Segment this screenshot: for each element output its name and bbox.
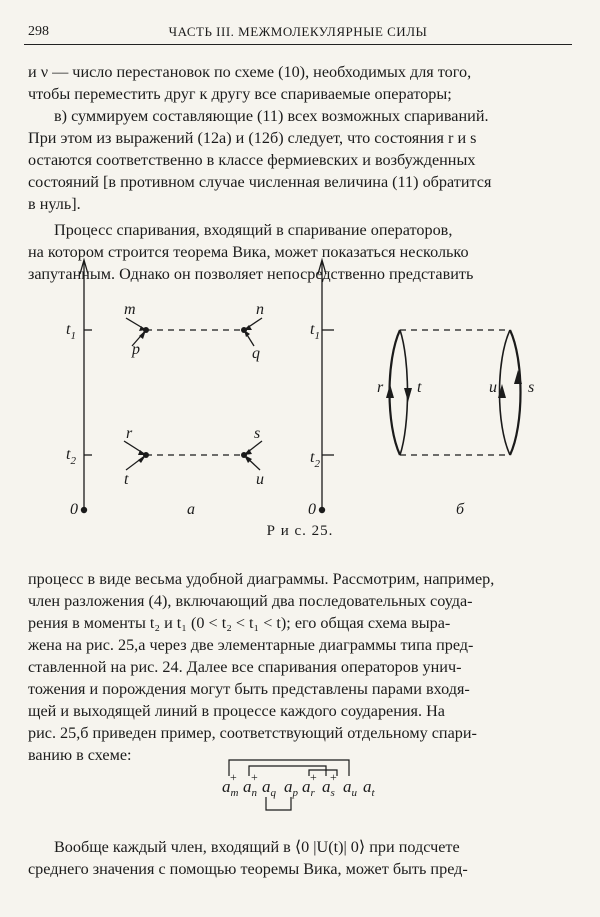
loop-label-s: s bbox=[528, 379, 535, 396]
text-line: ставленной на рис. 24. Далее все спаривания операторов унич- bbox=[28, 658, 462, 676]
operator-p: $a_p$ bbox=[284, 777, 298, 799]
operator-r: $a_r$ bbox=[302, 777, 315, 799]
label-u: u bbox=[256, 471, 264, 488]
label-t: t bbox=[124, 471, 129, 488]
label-s: s bbox=[254, 425, 261, 442]
text-line: рения в моменты t₂ и t₁ (0 < t₂ < t₁ < t); его общая схема выра- bbox=[28, 614, 451, 632]
bracket-q-p bbox=[266, 797, 291, 810]
text-line: состояний [в противном случае численная величина (11) обратится bbox=[28, 173, 492, 191]
bottom-text-block bbox=[28, 568, 572, 766]
text-line: член разложения (4), включающий два последовательных соуда- bbox=[28, 592, 473, 610]
label-m: m bbox=[124, 301, 136, 318]
label-n: n bbox=[256, 301, 264, 318]
origin-label-b: 0 bbox=[308, 501, 316, 518]
t2-label-b: $t_2$ bbox=[310, 449, 320, 470]
text-line: остаются соответственно в классе фермиевских и возбужденных bbox=[28, 151, 476, 169]
figure-caption: Р и с. 25. bbox=[266, 523, 334, 539]
dagger-s: + bbox=[330, 770, 337, 784]
dagger-n: + bbox=[251, 770, 258, 784]
page-number: 298 bbox=[28, 24, 49, 39]
operator-s: $a_s$ bbox=[322, 777, 335, 799]
bracket-r-t bbox=[309, 770, 337, 776]
loop-label-r: r bbox=[377, 379, 384, 396]
t2-label-a: $t_2$ bbox=[66, 446, 76, 467]
text-line: на котором строится теорема Вика, может показаться несколько bbox=[28, 243, 469, 261]
t1-label-b: $t_1$ bbox=[310, 321, 320, 342]
text-line: жена на рис. 25,а через две элементарные диаграммы типа пред- bbox=[28, 636, 474, 654]
panel-b-label: б bbox=[456, 501, 465, 518]
text-line: тожения и порождения могут быть представлены парами входя- bbox=[28, 680, 470, 698]
text-line: запутанным. Однако он позволяет непосредственно представить bbox=[28, 265, 474, 283]
label-p: p bbox=[132, 341, 140, 358]
dagger-m: + bbox=[230, 770, 237, 784]
dagger-r: + bbox=[310, 770, 317, 784]
operator-n: $a_n$ bbox=[243, 777, 257, 799]
origin-label-a: 0 bbox=[70, 501, 78, 518]
text-line: процесс в виде весьма удобной диаграммы. Рассмотрим, например, bbox=[28, 570, 495, 588]
label-q: q bbox=[252, 345, 260, 362]
loop-arrow bbox=[386, 384, 394, 398]
loop-label-t: t bbox=[417, 379, 422, 396]
operator-m: $a_m$ bbox=[222, 777, 239, 799]
arrowhead bbox=[244, 330, 250, 337]
text-line: Процесс спаривания, входящий в спаривание операторов, bbox=[54, 221, 453, 239]
text-line: При этом из выражений (12а) и (12б) следует, что состояния r и s bbox=[28, 129, 477, 147]
panel-a-label: а bbox=[187, 501, 195, 518]
label-r: r bbox=[126, 425, 133, 442]
text-line: рис. 25,б приведен пример, соответствующий отдельному спари- bbox=[28, 724, 477, 742]
text-line: в) суммируем составляющие (11) всех возможных спариваний. bbox=[54, 107, 489, 125]
loop-label-u: u bbox=[489, 379, 497, 396]
loop-right-outer bbox=[510, 330, 521, 455]
operator-u: $a_u$ bbox=[343, 777, 357, 799]
origin-dot-a bbox=[81, 507, 87, 513]
text-line: в нуль]. bbox=[28, 195, 81, 213]
t1-label-a: $t_1$ bbox=[66, 321, 76, 342]
text-line: среднего значения с помощью теоремы Вика, может быть пред- bbox=[28, 860, 468, 878]
text-line: ванию в схеме: bbox=[28, 746, 132, 764]
arrowhead bbox=[138, 455, 146, 463]
operator-t: $a_t$ bbox=[363, 777, 375, 799]
text-line: и ν — число перестановок по схеме (10), необходимых для того, bbox=[28, 63, 472, 81]
running-title: ЧАСТЬ III. МЕЖМОЛЕКУЛЯРНЫЕ СИЛЫ bbox=[168, 24, 428, 39]
operator-q: $a_q$ bbox=[262, 777, 276, 799]
text-line: Вообще каждый член, входящий в ⟨0 |U(t)| 0⟩ при подсчете bbox=[54, 838, 460, 856]
text-line: чтобы переместить друг к другу все спариваемые операторы; bbox=[28, 85, 452, 103]
bracket-n-s bbox=[249, 766, 326, 776]
loop-arrow bbox=[404, 388, 412, 402]
final-text-block bbox=[28, 836, 572, 880]
origin-dot-b bbox=[319, 507, 325, 513]
text-line: щей и выходящей линий в процессе каждого соударения. На bbox=[28, 702, 445, 720]
